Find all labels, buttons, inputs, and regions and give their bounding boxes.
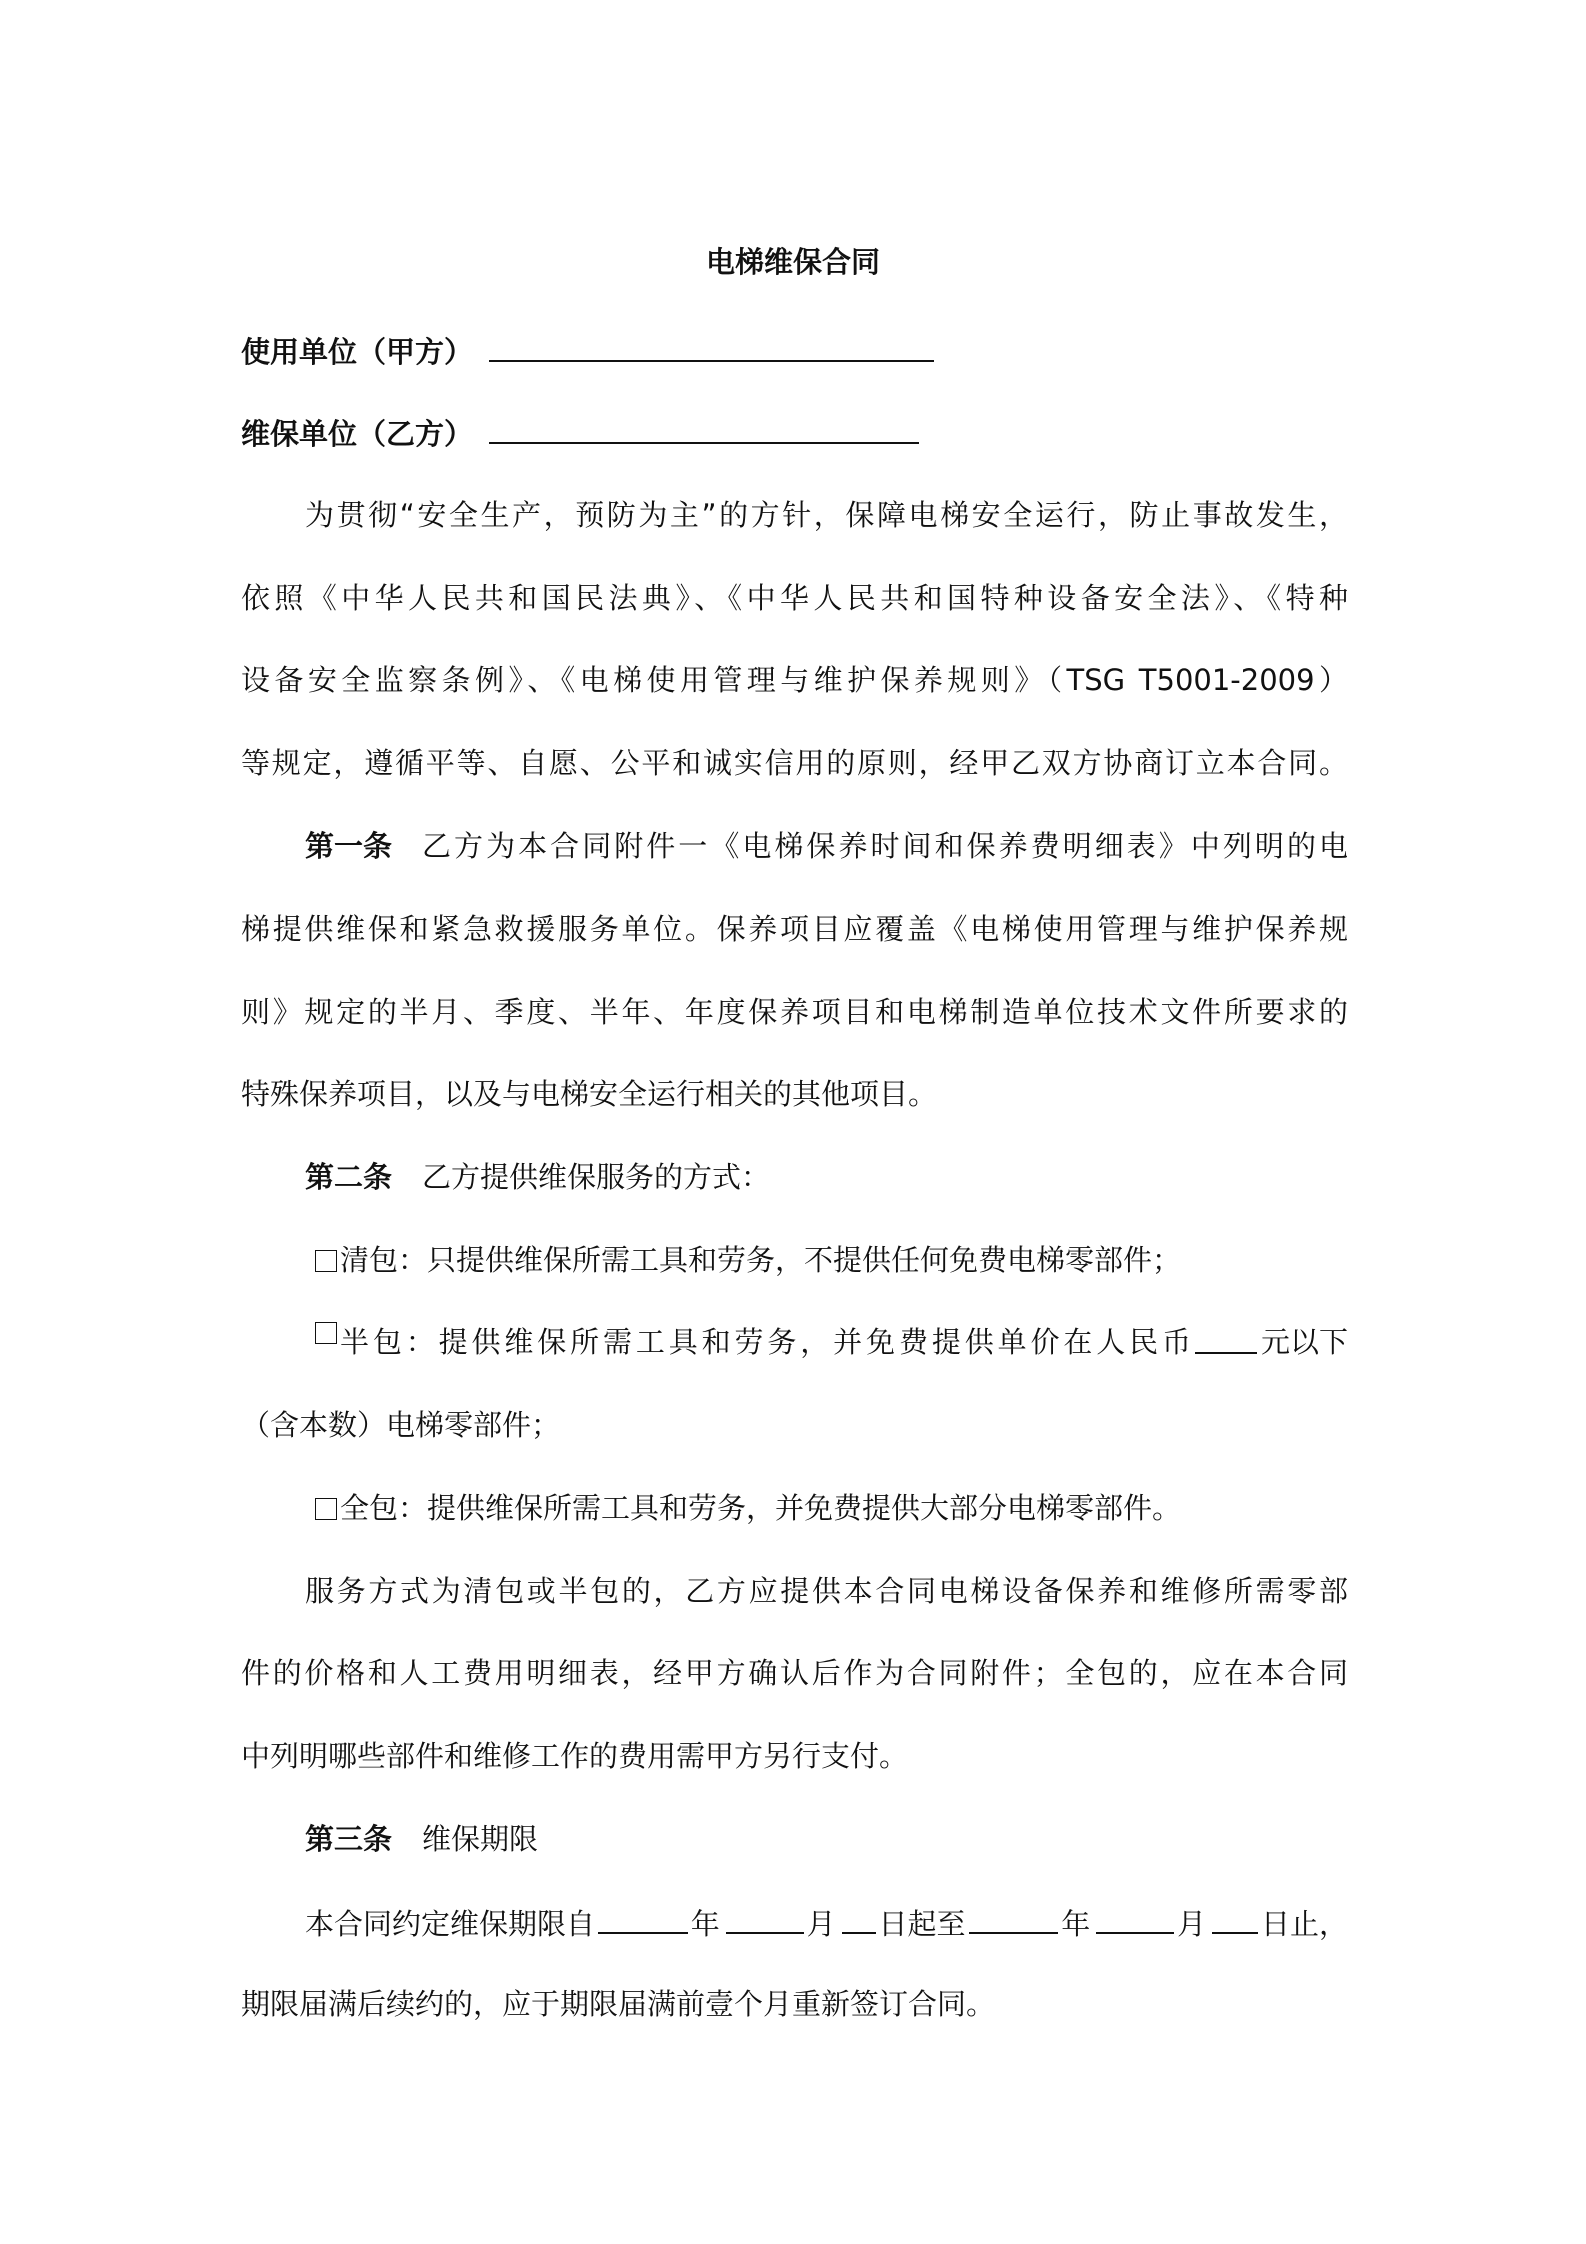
article1-heading: 第一条 (305, 829, 393, 863)
article1-first-line (305, 826, 1348, 866)
article3-subject: 维保期限 (422, 1822, 539, 1856)
option-full-text: 全包：提供维保所需工具和劳务，并免费提供大部分电梯零部件。 (340, 1491, 1182, 1525)
renewal-line: 期限届满后续约的，应于期限届满前壹个月重新签订合同。 (241, 1987, 996, 2021)
year-label: 年 (1061, 1907, 1091, 1941)
party-b-blank[interactable] (489, 412, 919, 444)
article2-note-line: 服务方式为清包或半包的，乙方应提供本合同电梯设备保养和维修所需零部 (305, 1574, 1348, 1608)
year-label: 年 (690, 1907, 720, 1941)
article2-first-line (305, 1157, 770, 1197)
option-full-checkbox[interactable] (315, 1498, 337, 1520)
option-full-row (315, 1488, 1181, 1528)
option-half-text: 半包：提供维保所需工具和劳务，并免费提供单价在人民币 (340, 1325, 1191, 1359)
start-month-blank[interactable] (726, 1902, 804, 1934)
day-from-label: 日起至 (878, 1907, 966, 1941)
start-day-blank[interactable] (842, 1902, 876, 1934)
term-start-text: 本合同约定维保期限自 (305, 1907, 596, 1941)
month-label: 月 (806, 1907, 836, 1941)
document-title: 电梯维保合同 (705, 245, 880, 279)
preamble-line: 设备安全监察条例》、《电梯使用管理与维护保养规则》（TSG T5001-2009） (241, 663, 1348, 697)
month-label: 月 (1177, 1907, 1207, 1941)
preamble-line: 等规定，遵循平等、自愿、公平和诚实信用的原则，经甲乙双方协商订立本合同。 (241, 746, 1348, 780)
article3-heading: 第三条 (305, 1822, 393, 1856)
article1-text: 乙方为本合同附件一《电梯保养时间和保养费明细表》中列明的电 (422, 829, 1348, 863)
option-half-continuation: （含本数）电梯零部件； (241, 1408, 561, 1442)
party-b-label: 维保单位（乙方） (241, 417, 474, 451)
option-half-row (315, 1322, 1348, 1362)
party-a-row (241, 330, 934, 372)
option-clean-text: 清包：只提供维保所需工具和劳务，不提供任何免费电梯零部件； (340, 1243, 1182, 1277)
article1-line: 特殊保养项目，以及与电梯安全运行相关的其他项目。 (241, 1077, 938, 1111)
article2-intro: 乙方提供维保服务的方式： (422, 1160, 771, 1194)
party-a-label: 使用单位（甲方） (241, 335, 474, 369)
article2-note-line: 中列明哪些部件和维修工作的费用需甲方另行支付。 (241, 1739, 909, 1773)
option-clean-checkbox[interactable] (315, 1250, 337, 1272)
preamble-line: 依照《中华人民共和国民法典》、《中华人民共和国特种设备安全法》、《特种 (241, 581, 1348, 615)
end-month-blank[interactable] (1096, 1902, 1174, 1934)
start-year-blank[interactable] (598, 1902, 688, 1934)
preamble-line: 为贯彻“安全生产，预防为主”的方针，保障电梯安全运行，防止事故发生， (305, 498, 1348, 532)
end-day-blank[interactable] (1212, 1902, 1258, 1934)
price-limit-blank[interactable] (1195, 1322, 1257, 1354)
article3-first-line (305, 1819, 538, 1859)
end-year-blank[interactable] (969, 1902, 1059, 1934)
option-clean-row (315, 1240, 1181, 1280)
day-to-label: 日止， (1261, 1907, 1349, 1941)
party-a-blank[interactable] (489, 330, 934, 362)
article1-line: 则》规定的半月、季度、半年、年度保养项目和电梯制造单位技术文件所要求的 (241, 995, 1348, 1029)
article2-note-line: 件的价格和人工费用明细表，经甲方确认后作为合同附件；全包的，应在本合同 (241, 1656, 1348, 1690)
article2-heading: 第二条 (305, 1160, 393, 1194)
party-b-row (241, 412, 919, 454)
article1-line: 梯提供维保和紧急救援服务单位。保养项目应覆盖《电梯使用管理与维护保养规 (241, 912, 1348, 946)
option-half-checkbox[interactable] (315, 1322, 337, 1344)
term-period-row (305, 1902, 1348, 1944)
option-half-suffix: 元以下 (1260, 1325, 1348, 1359)
